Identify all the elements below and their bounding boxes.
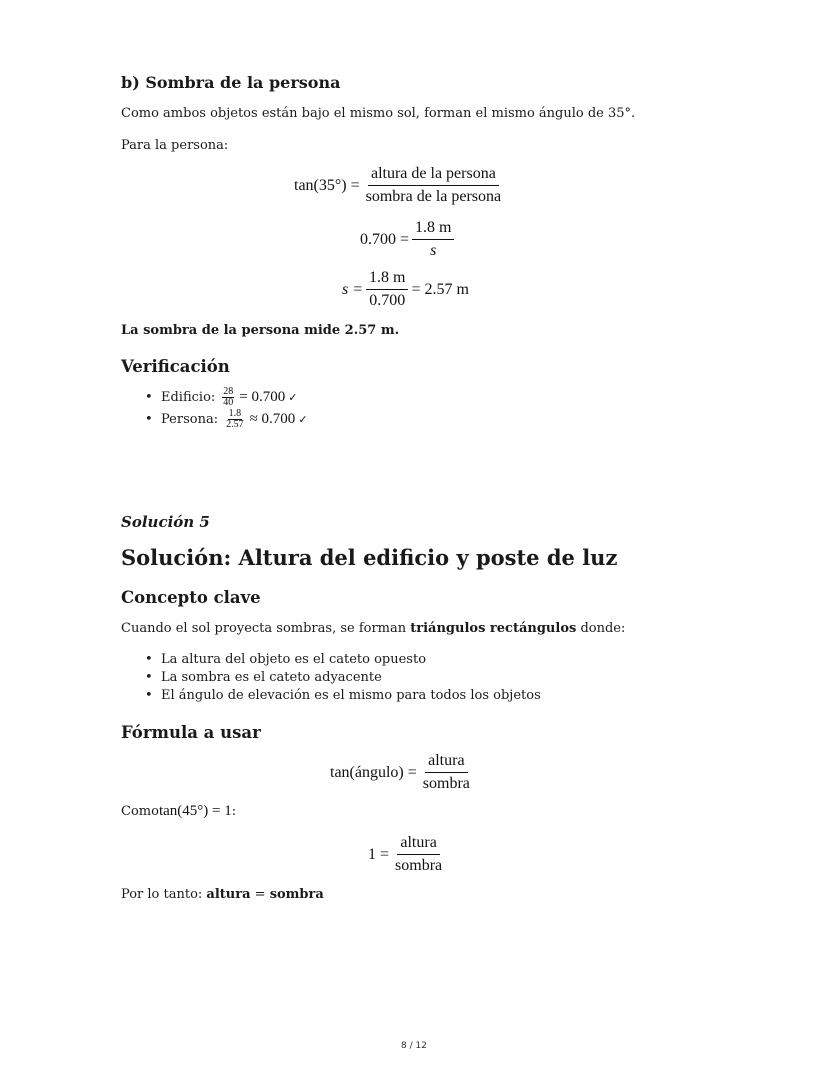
verification-label: Persona: xyxy=(161,411,219,427)
verification-item-persona xyxy=(121,408,308,430)
por-lo-tanto-pre: Por lo tanto: xyxy=(121,887,207,902)
solution-label: Solución 5 xyxy=(121,513,210,531)
paragraph-por-lo-tanto xyxy=(121,887,324,902)
section-heading-part-b: b) Sombra de la persona xyxy=(121,73,341,92)
equation-lhs: s = xyxy=(342,280,364,298)
paragraph-intro: Como ambos objetos están bajo el mismo sol, forman el mismo ángulo de 35°. xyxy=(121,106,636,121)
list-item: • La sombra es el cateto adyacente xyxy=(121,669,541,687)
fraction-denominator: 40 xyxy=(223,396,234,408)
fraction-numerator: 28 xyxy=(223,385,234,397)
concepto-post: donde: xyxy=(576,621,626,636)
conclusion-text: La sombra de la persona mide 2.57 m. xyxy=(121,323,400,338)
fraction xyxy=(363,165,505,207)
section-heading-verificacion: Verificación xyxy=(121,357,230,376)
por-lo-tanto-bold2: sombra xyxy=(269,887,324,902)
fraction-numerator: 1.8 m xyxy=(412,219,454,240)
section-heading-formula: Fórmula a usar xyxy=(121,723,261,742)
page-number: 8 / 12 xyxy=(401,1041,427,1051)
fraction-numerator: 1.8 m xyxy=(366,269,408,290)
section-heading-concepto: Concepto clave xyxy=(121,588,261,607)
fraction xyxy=(222,387,234,408)
equation-one xyxy=(368,834,448,876)
concepto-pre: Cuando el sol proyecta sombras, se forman xyxy=(121,621,411,636)
equation-0700 xyxy=(360,219,457,261)
bullet: • xyxy=(145,411,153,427)
fraction-denominator: sombra xyxy=(422,775,470,793)
fraction xyxy=(366,269,408,311)
equation-lhs: tan(ángulo) = xyxy=(330,763,417,781)
como-pre: Como xyxy=(121,804,159,819)
page-title: Solución: Altura del edificio y poste de luz xyxy=(121,545,618,570)
fraction-numerator: altura xyxy=(397,834,439,855)
fraction-numerator: altura de la persona xyxy=(368,165,499,186)
paragraph-para-persona: Para la persona: xyxy=(121,138,229,153)
concept-list xyxy=(121,651,541,705)
verification-relation: = 0.700 xyxy=(239,388,286,405)
fraction-denominator: sombra de la persona xyxy=(365,188,502,206)
bullet: • xyxy=(145,389,153,405)
equation-tan35 xyxy=(294,165,507,207)
concepto-bold: triángulos rectángulos xyxy=(410,621,577,636)
equation-lhs: tan(35°) = xyxy=(294,176,360,194)
fraction xyxy=(420,752,473,794)
verification-item-edificio xyxy=(121,386,308,408)
como-math: tan(45°) = 1 xyxy=(158,803,232,819)
equation-s xyxy=(342,269,469,311)
por-lo-tanto-mid: = xyxy=(250,887,270,902)
por-lo-tanto-bold: altura xyxy=(206,887,251,902)
verification-math xyxy=(222,409,307,430)
fraction-denominator: s xyxy=(430,242,437,260)
verification-list xyxy=(121,386,308,430)
equation-lhs: 1 = xyxy=(368,845,390,863)
equation-rhs: = 2.57 m xyxy=(411,280,469,298)
fraction xyxy=(225,409,245,430)
paragraph-concepto xyxy=(121,621,625,636)
como-post: : xyxy=(231,804,237,819)
fraction-denominator: 0.700 xyxy=(369,292,406,310)
list-item: • El ángulo de elevación es el mismo para todos los objetos xyxy=(121,687,541,705)
fraction xyxy=(412,219,454,261)
fraction-denominator: sombra xyxy=(395,857,443,875)
fraction xyxy=(392,834,445,876)
equation-tan-angulo xyxy=(330,752,476,794)
paragraph-como xyxy=(121,803,236,820)
fraction-numerator: 1.8 xyxy=(228,407,242,419)
verification-relation: ≈ 0.700 xyxy=(249,410,296,427)
check-icon: ✓ xyxy=(288,390,298,404)
equation-lhs: 0.700 = xyxy=(360,230,410,248)
fraction-denominator: 2.57 xyxy=(226,418,244,430)
list-item: • La altura del objeto es el cateto opuesto xyxy=(121,651,541,669)
verification-label: Edificio: xyxy=(161,389,216,405)
fraction-numerator: altura xyxy=(425,752,467,773)
verification-math xyxy=(219,387,297,408)
check-icon: ✓ xyxy=(298,412,308,426)
